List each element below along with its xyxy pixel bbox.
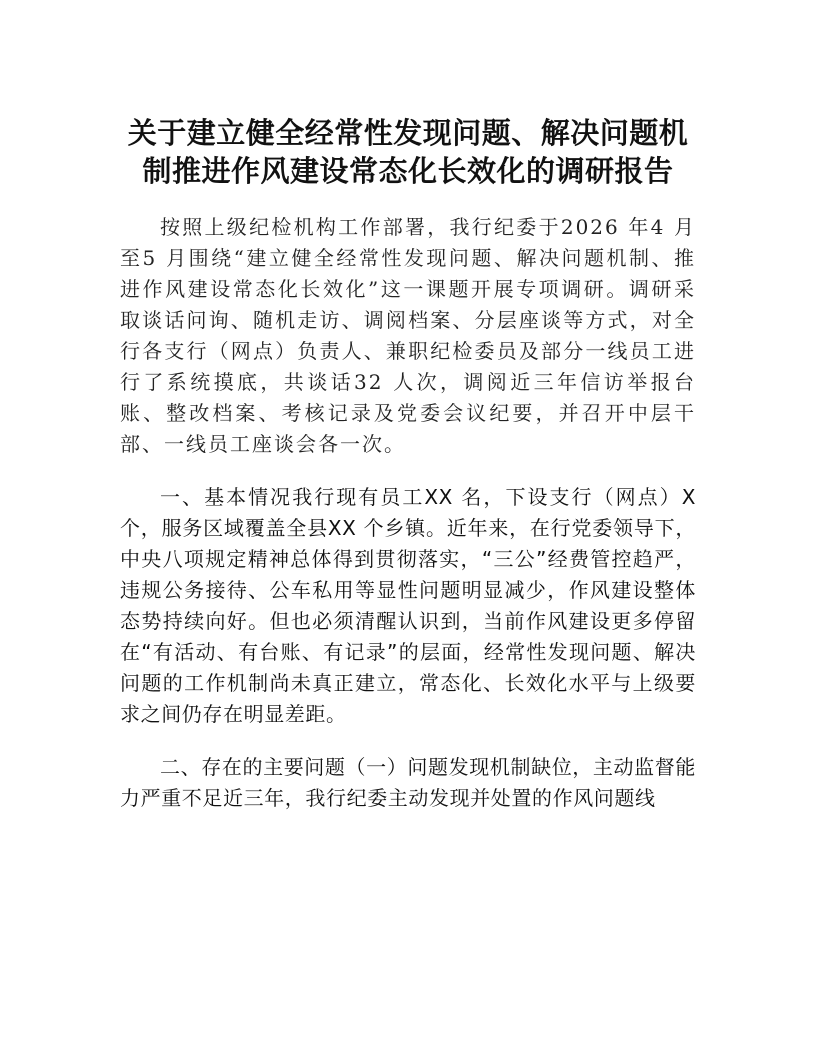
- document-title: [100, 114, 716, 190]
- paragraph-basic-situation: 一、基本情况我行现有员工XX 名，下设支行（网点）X 个，服务区域覆盖全县XX 个乡镇。近年来，在行党委领导下，中央八项规定精神总体得到贯彻落实，“三公”经费管控趋严，违规公务接待、公车私用等显性问题明显减少，作风建设整体态势持续向好。但也必须清醒认识到，当前作风建设更多停留在“有活动、有台账、有记录”的层面，经常性发现问题、解决问题的工作机制尚未真正建立，常态化、长效化水平与上级要求之间仍存在明显差距。: [120, 485, 696, 726]
- title-line-2: 制推进作风建设常态化长效化的调研报告: [142, 154, 674, 188]
- title-line-1: 关于建立健全经常性发现问题、解决问题机: [127, 116, 689, 150]
- paragraph-main-problems: 二、存在的主要问题（一）问题发现机制缺位，主动监督能力严重不足近三年，我行纪委主动发现并处置的作风问题线: [120, 755, 696, 810]
- paragraph-intro: 按照上级纪检机构工作部署，我行纪委于2026 年4 月至5 月围绕“建立健全经常性发现问题、解决问题机制、推进作风建设常态化长效化”这一课题开展专项调研。调研采取谈话问询、随机走访、调阅档案、分层座谈等方式，对全行各支行（网点）负责人、兼职纪检委员及部分一线员工进行了系统摸底，共谈话32 人次，调阅近三年信访举报台账、整改档案、考核记录及党委会议纪要，并召开中层干部、一线员工座谈会各一次。: [120, 215, 696, 456]
- document-body: [120, 212, 696, 836]
